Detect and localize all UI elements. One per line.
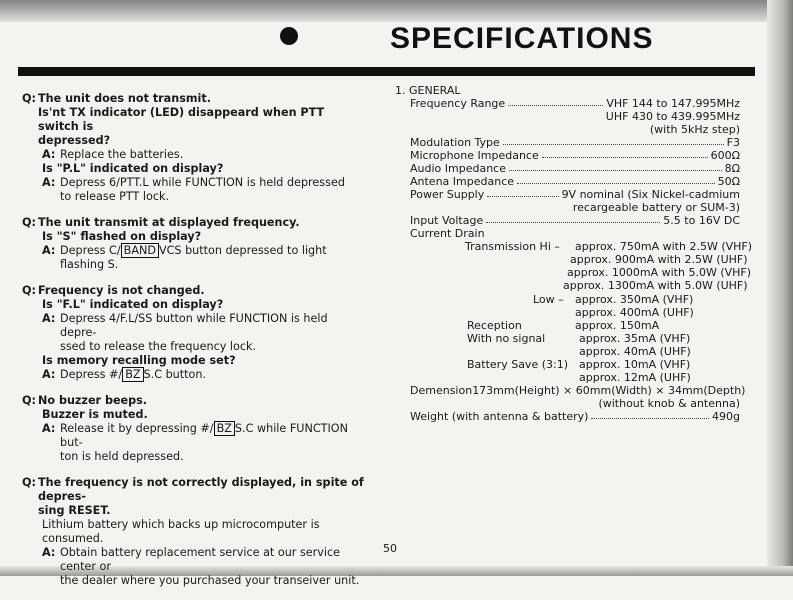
- specifications-column: [395, 84, 753, 423]
- answer-continued: ssed to release the frequency lock.: [60, 340, 257, 353]
- troubleshooting-column: [22, 92, 367, 600]
- key-label-bz: BZ: [122, 367, 143, 382]
- q-mark: Q:: [22, 216, 36, 229]
- question: Q: The frequency is not correctly displayed, in spite of depres-: [22, 476, 364, 503]
- page-edge-right: [767, 0, 793, 576]
- battery-save-value: approx. 12mA (UHF): [579, 371, 691, 384]
- a-mark: A:: [42, 244, 56, 257]
- question: Q: No buzzer beeps.: [22, 394, 148, 407]
- spec-row-dimension: Demension 173mm(Height) × 60mm(Width) × 34mm(Depth): [410, 384, 746, 397]
- no-signal-value: approx. 35mA (VHF): [579, 332, 691, 345]
- current-drain-table: [395, 240, 753, 384]
- a-mark: A:: [42, 312, 56, 325]
- sub-question: Is "F.L" indicated on display?: [42, 298, 224, 311]
- tx-hi-value: approx. 1000mA with 5.0W (VHF): [567, 266, 752, 279]
- sub-question: Is "S" flashed on display?: [42, 230, 202, 243]
- question-line: Is'nt TX indicator (LED) disappeard when PTT switch is: [38, 106, 325, 133]
- tx-low-value: approx. 350mA (VHF): [575, 293, 694, 306]
- a-mark: A:: [42, 148, 56, 161]
- a-mark: A:: [42, 546, 56, 559]
- q-mark: Q:: [22, 92, 36, 105]
- answer-continued: the dealer where you purchased your transeiver unit.: [60, 574, 360, 587]
- question: Q: Frequency is not changed.: [22, 284, 205, 297]
- bullet-dot-icon: [280, 27, 298, 45]
- reception-label: Reception: [467, 319, 522, 332]
- question: Q: The unit does not transmit.: [22, 92, 211, 105]
- answer: A: Depress 6/PTT.L while FUNCTION is held depressed: [42, 176, 345, 189]
- key-label-bz: BZ: [214, 421, 235, 436]
- question-line: sing RESET.: [38, 504, 111, 517]
- spec-value: (with 5kHz step): [649, 123, 740, 136]
- qa-item-3: [22, 284, 367, 382]
- answer: A: Obtain battery replacement service at our service center or: [42, 546, 341, 573]
- low-label: Low –: [533, 293, 564, 306]
- spec-row-current-drain: Current Drain: [410, 227, 485, 240]
- a-mark: A:: [42, 422, 56, 435]
- answer: A: Depress 4/F.L/SS button while FUNCTION is held depre-: [42, 312, 328, 339]
- qa-item-1: [22, 92, 367, 204]
- tx-label: Transmission Hi –: [465, 240, 560, 253]
- answer-continued: to release PTT lock.: [60, 190, 170, 203]
- question-line: depressed?: [38, 134, 111, 147]
- battery-save-label: Battery Save (3:1): [467, 358, 568, 371]
- header-rule: [18, 67, 755, 76]
- key-label-band: BAND: [121, 243, 159, 258]
- no-signal-value: approx. 40mA (UHF): [579, 345, 691, 358]
- reception-value: approx. 150mA: [575, 319, 660, 332]
- question: Q: The unit transmit at displayed frequency.: [22, 216, 300, 229]
- spec-row-frequency: Frequency Range VHF 144 to 147.995MHz: [410, 97, 740, 110]
- spec-row-mic-impedance: Microphone Impedance 600Ω: [410, 149, 740, 162]
- spec-row-antenna-impedance: Antena Impedance 50Ω: [410, 175, 740, 188]
- spec-value: (without knob & antenna): [598, 397, 740, 410]
- explanation: Lithium battery which backs up microcomputer is consumed.: [42, 518, 320, 545]
- spec-value: UHF 430 to 439.995MHz: [605, 110, 740, 123]
- spec-value: recargeable battery or SUM-3): [572, 201, 740, 214]
- qa-item-2: [22, 216, 367, 272]
- sub-question: Is memory recalling mode set?: [42, 354, 236, 367]
- tx-hi-value: approx. 900mA with 2.5W (UHF): [570, 253, 748, 266]
- page-number: 50: [383, 542, 397, 555]
- no-signal-label: With no signal: [467, 332, 546, 345]
- section-heading: 1. GENERAL: [395, 84, 461, 97]
- tx-hi-value: approx. 750mA with 2.5W (VHF): [575, 240, 753, 253]
- sub-question: Buzzer is muted.: [42, 408, 148, 421]
- q-mark: Q:: [22, 284, 36, 297]
- a-mark: A:: [42, 176, 56, 189]
- answer-continued: ton is held depressed.: [60, 450, 184, 463]
- spec-row-audio-impedance: Audio Impedance 8Ω: [410, 162, 740, 175]
- q-mark: Q:: [22, 476, 36, 489]
- qa-item-4: [22, 394, 367, 464]
- scan-shadow-top: [0, 0, 793, 22]
- tx-hi-value: approx. 1300mA with 5.0W (UHF): [563, 279, 748, 292]
- answer: A: Release it by depressing #/ BZ S.C while FUNCTION but-: [42, 422, 348, 449]
- q-mark: Q:: [22, 394, 36, 407]
- answer: A: Depress #/ BZ S.C button.: [42, 368, 207, 381]
- answer: A: Replace the batteries.: [42, 148, 184, 161]
- a-mark: A:: [42, 368, 56, 381]
- spec-row-power-supply: Power Supply 9V nominal (Six Nickel-cadmium: [410, 188, 740, 201]
- spec-row-modulation: Modulation Type F3: [410, 136, 740, 149]
- spec-row-input-voltage: Input Voltage 5.5 to 16V DC: [410, 214, 740, 227]
- sub-question: Is "P.L" indicated on display?: [42, 162, 224, 175]
- qa-item-5: [22, 476, 367, 588]
- answer: A: Depress C/ BAND VCS button depressed to light flashing S.: [42, 244, 327, 271]
- tx-low-value: approx. 400mA (UHF): [575, 306, 694, 319]
- spec-row-weight: Weight (with antenna & battery) 490g: [410, 410, 740, 423]
- battery-save-value: approx. 10mA (VHF): [579, 358, 691, 371]
- page-title: SPECIFICATIONS: [390, 22, 654, 55]
